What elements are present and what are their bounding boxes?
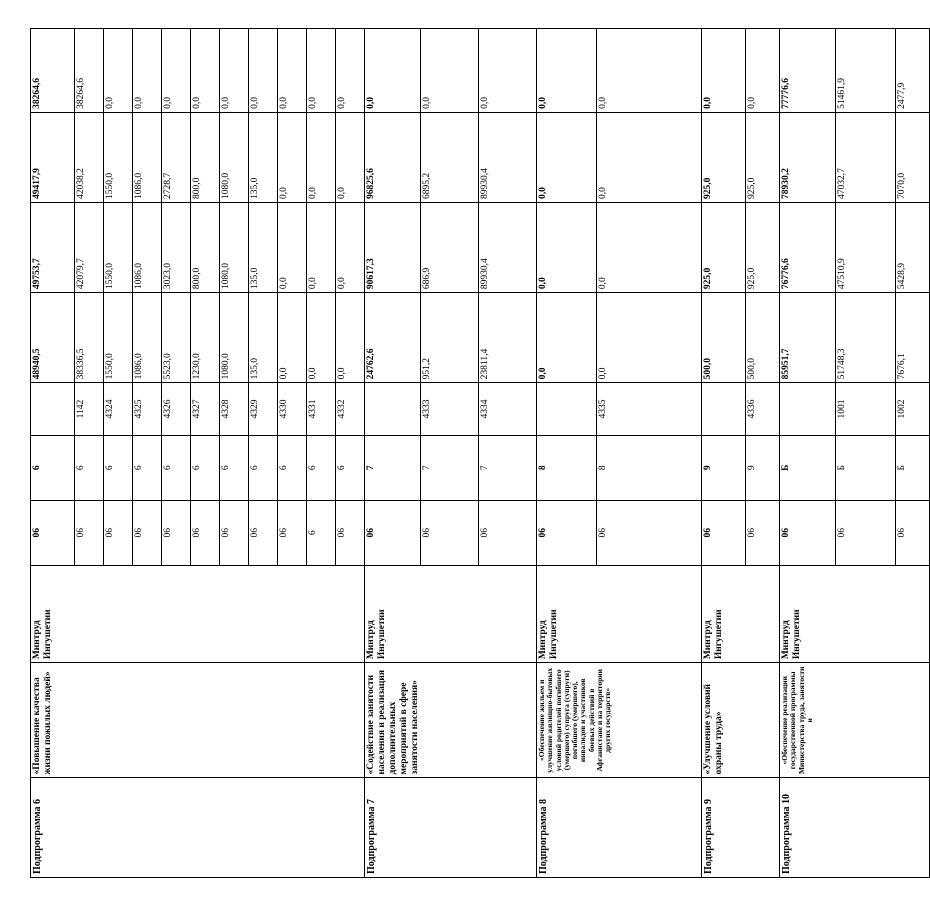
value-cell: 7070,0: [896, 112, 930, 202]
code-cell: 4329: [249, 383, 278, 435]
code-cell: 06: [249, 500, 278, 565]
value-cell: 0,0: [537, 29, 597, 113]
value-cell: 1080,0: [220, 293, 249, 383]
code-cell: 06: [479, 500, 537, 565]
value-cell: 78930,2: [780, 112, 836, 202]
code-cell: [537, 383, 597, 435]
value-cell: 500,0: [702, 293, 746, 383]
value-cell: 0,0: [220, 29, 249, 113]
value-cell: 0,0: [336, 203, 365, 293]
value-cell: 800,0: [191, 203, 220, 293]
code-cell: 06: [191, 500, 220, 565]
program-title-cell: «Улучшение условий охраны труда»: [702, 663, 780, 778]
code-cell: 06: [336, 500, 365, 565]
value-cell: 47032,7: [836, 112, 896, 202]
value-cell: 1080,0: [220, 112, 249, 202]
value-cell: 89930,4: [479, 112, 537, 202]
value-cell: 7676,1: [896, 293, 930, 383]
code-cell: 06: [780, 500, 836, 565]
code-cell: 6: [220, 435, 249, 500]
value-cell: 1086,0: [133, 112, 162, 202]
value-cell: 38336,5: [75, 293, 104, 383]
value-cell: 0,0: [365, 29, 421, 113]
code-cell: 4334: [479, 383, 537, 435]
value-cell: 0,0: [336, 293, 365, 383]
code-cell: 4325: [133, 383, 162, 435]
value-cell: 96825,6: [365, 112, 421, 202]
program-executor-cell: Минтруд Ингушетии: [31, 565, 365, 662]
code-cell: Б: [780, 435, 836, 500]
value-cell: 0,0: [597, 293, 702, 383]
code-cell: 6: [133, 435, 162, 500]
program-executor-cell: Минтруд Ингушетии: [365, 565, 537, 662]
value-cell: 500,0: [746, 293, 780, 383]
value-cell: 38264,6: [31, 29, 75, 113]
value-cell: 0,0: [278, 293, 307, 383]
code-cell: 6: [336, 435, 365, 500]
value-cell: 0,0: [307, 203, 336, 293]
code-cell: 06: [133, 500, 162, 565]
code-cell: [702, 383, 746, 435]
code-cell: 4335: [597, 383, 702, 435]
code-cell: 7: [365, 435, 421, 500]
value-cell: 0,0: [278, 112, 307, 202]
value-cell: 6895,2: [421, 112, 479, 202]
value-cell: 38264,6: [75, 29, 104, 113]
code-cell: 06: [537, 500, 597, 565]
value-cell: 51748,3: [836, 293, 896, 383]
value-cell: 42038,2: [75, 112, 104, 202]
code-cell: 4324: [104, 383, 133, 435]
value-cell: 951,2: [421, 293, 479, 383]
code-cell: 6: [75, 435, 104, 500]
value-cell: 800,0: [191, 112, 220, 202]
value-cell: 2477,9: [896, 29, 930, 113]
program-title-cell: «Повышение качества жизни пожилых людей»: [31, 663, 365, 778]
program-title-cell: «Обеспечение жильем и улучшение жилищно-бытовых условий родителей погибшего (умершего) супруга (супруги) погибшего (умершего), инвалидов и участников боевых действий в Афганистане и на территории других государств»: [537, 663, 702, 778]
value-cell: 0,0: [537, 112, 597, 202]
code-cell: 4327: [191, 383, 220, 435]
value-cell: 0,0: [479, 29, 537, 113]
code-cell: 7: [479, 435, 537, 500]
value-cell: 48940,5: [31, 293, 75, 383]
table-row: [702, 29, 746, 878]
code-cell: 6: [191, 435, 220, 500]
value-cell: 0,0: [307, 293, 336, 383]
value-cell: 0,0: [336, 29, 365, 113]
value-cell: 0,0: [278, 203, 307, 293]
value-cell: 1080,0: [220, 203, 249, 293]
code-cell: 9: [702, 435, 746, 500]
code-cell: 8: [537, 435, 597, 500]
program-name-cell: Подпрограмма 7: [365, 778, 537, 878]
value-cell: 1230,0: [191, 293, 220, 383]
value-cell: 23811,4: [479, 293, 537, 383]
code-cell: 06: [278, 500, 307, 565]
code-cell: 6: [249, 435, 278, 500]
code-cell: 6: [104, 435, 133, 500]
value-cell: 925,0: [702, 112, 746, 202]
value-cell: 0,0: [278, 29, 307, 113]
value-cell: 47510,9: [836, 203, 896, 293]
value-cell: 89930,4: [479, 203, 537, 293]
value-cell: 0,0: [597, 112, 702, 202]
table-body: [31, 29, 930, 878]
code-cell: 4333: [421, 383, 479, 435]
program-executor-cell: Минтруд Ингушетии: [780, 565, 930, 662]
code-cell: 06: [31, 500, 75, 565]
code-cell: Б: [896, 435, 930, 500]
code-cell: 06: [702, 500, 746, 565]
code-cell: [365, 383, 421, 435]
code-cell: 4336: [746, 383, 780, 435]
value-cell: 49753,7: [31, 203, 75, 293]
table-row: [537, 29, 597, 878]
value-cell: 0,0: [537, 203, 597, 293]
code-cell: 06: [746, 500, 780, 565]
program-name-cell: Подпрограмма 10: [780, 778, 930, 878]
table-row: [780, 29, 836, 878]
value-cell: 0,0: [104, 29, 133, 113]
value-cell: 5428,9: [896, 203, 930, 293]
table-row: [31, 29, 75, 878]
value-cell: 0,0: [191, 29, 220, 113]
code-cell: 4326: [162, 383, 191, 435]
code-cell: 6: [307, 435, 336, 500]
value-cell: 135,0: [249, 293, 278, 383]
code-cell: 9: [746, 435, 780, 500]
value-cell: 1086,0: [133, 203, 162, 293]
code-cell: 6: [31, 435, 75, 500]
code-cell: 06: [421, 500, 479, 565]
code-cell: 06: [162, 500, 191, 565]
table-row: [365, 29, 421, 878]
value-cell: 42079,7: [75, 203, 104, 293]
budget-table: [30, 28, 930, 878]
code-cell: 06: [104, 500, 133, 565]
value-cell: 76776,6: [780, 203, 836, 293]
rotated-table-container: [30, 28, 907, 878]
code-cell: 4330: [278, 383, 307, 435]
code-cell: 1002: [896, 383, 930, 435]
value-cell: 85951,7: [780, 293, 836, 383]
code-cell: 06: [75, 500, 104, 565]
value-cell: 77776,6: [780, 29, 836, 113]
program-executor-cell: Минтруд Ингушетии: [537, 565, 702, 662]
code-cell: [31, 383, 75, 435]
code-cell: 06: [220, 500, 249, 565]
value-cell: 1086,0: [133, 293, 162, 383]
value-cell: 0,0: [307, 29, 336, 113]
program-name-cell: Подпрограмма 6: [31, 778, 365, 878]
value-cell: 0,0: [702, 29, 746, 113]
value-cell: 135,0: [249, 112, 278, 202]
program-name-cell: Подпрограмма 8: [537, 778, 702, 878]
value-cell: 49417,9: [31, 112, 75, 202]
value-cell: 0,0: [597, 29, 702, 113]
code-cell: 7: [421, 435, 479, 500]
code-cell: 4331: [307, 383, 336, 435]
code-cell: 06: [597, 500, 702, 565]
value-cell: 1550,0: [104, 293, 133, 383]
code-cell: Б: [836, 435, 896, 500]
value-cell: 0,0: [421, 29, 479, 113]
program-executor-cell: Минтруд Ингушетии: [702, 565, 780, 662]
value-cell: 686,9: [421, 203, 479, 293]
code-cell: 4332: [336, 383, 365, 435]
value-cell: 135,0: [249, 203, 278, 293]
value-cell: 925,0: [746, 203, 780, 293]
value-cell: 0,0: [537, 293, 597, 383]
value-cell: 3023,0: [162, 203, 191, 293]
value-cell: 925,0: [702, 203, 746, 293]
code-cell: 6: [307, 500, 336, 565]
code-cell: 6: [162, 435, 191, 500]
value-cell: 1550,0: [104, 112, 133, 202]
value-cell: 925,0: [746, 112, 780, 202]
value-cell: 0,0: [133, 29, 162, 113]
value-cell: 51461,9: [836, 29, 896, 113]
value-cell: 0,0: [307, 112, 336, 202]
code-cell: 4328: [220, 383, 249, 435]
value-cell: 0,0: [249, 29, 278, 113]
value-cell: 24762,6: [365, 293, 421, 383]
value-cell: 5523,0: [162, 293, 191, 383]
value-cell: 90617,3: [365, 203, 421, 293]
value-cell: 0,0: [162, 29, 191, 113]
program-title-cell: «Содействие занятости населения и реализация дополнительных мероприятий в сфере занятости населения»: [365, 663, 537, 778]
code-cell: 06: [365, 500, 421, 565]
program-name-cell: Подпрограмма 9: [702, 778, 780, 878]
value-cell: 1550,0: [104, 203, 133, 293]
value-cell: 2728,7: [162, 112, 191, 202]
value-cell: 0,0: [746, 29, 780, 113]
code-cell: 06: [836, 500, 896, 565]
code-cell: 6: [278, 435, 307, 500]
code-cell: 06: [896, 500, 930, 565]
code-cell: 8: [597, 435, 702, 500]
code-cell: [780, 383, 836, 435]
value-cell: 0,0: [336, 112, 365, 202]
code-cell: 1142: [75, 383, 104, 435]
program-title-cell: «Обеспечение реализации государственной программы Министерства труда, занятости и: [780, 663, 930, 778]
value-cell: 0,0: [597, 203, 702, 293]
code-cell: 1001: [836, 383, 896, 435]
